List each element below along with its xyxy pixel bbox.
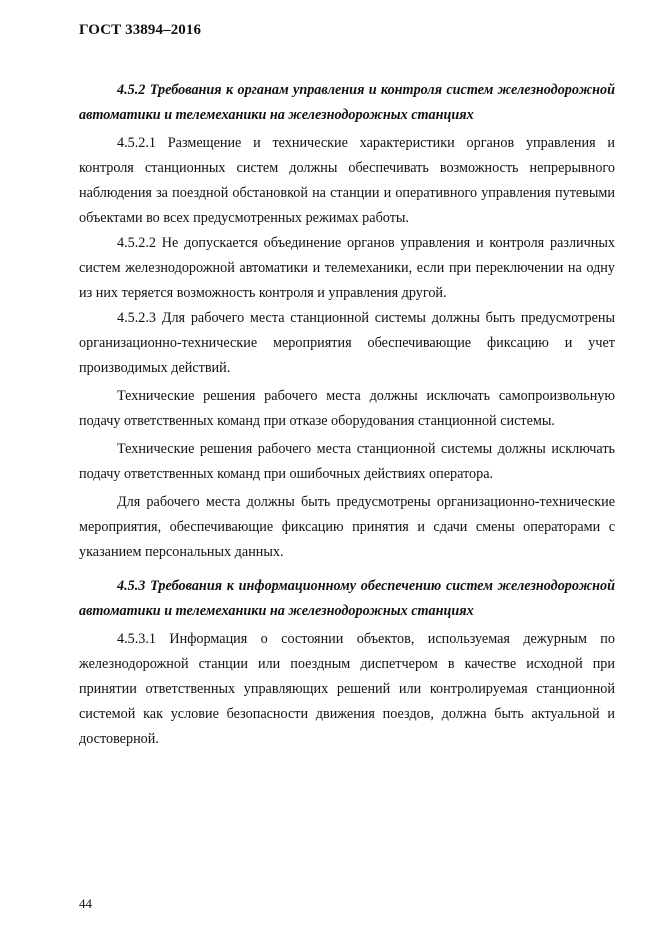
- document-body: [79, 78, 615, 752]
- paragraph-4-5-2-2: 4.5.2.2 Не допускается объединение органов управления и контроля различных систем железнодорожной автоматики и телемеханики, если при переключении на одну из них теряется возможность контроля и управления другой.: [79, 235, 615, 301]
- paragraph-workplace-errors: Технические решения рабочего места станционной системы должны исключать подачу ответственных команд при ошибочных действиях оператора.: [79, 441, 615, 482]
- paragraph-4-5-2-1: 4.5.2.1 Размещение и технические характеристики органов управления и контроля станционных систем должны обеспечивать возможность непрерывного наблюдения за поездной обстановкой на станции и оперативного управления путевыми объектами во всех предусмотренных режимах работы.: [79, 135, 615, 226]
- paragraph-workplace-failure: Технические решения рабочего места должны исключать самопроизвольную подачу ответственных команд при отказе оборудования станционной системы.: [79, 388, 615, 429]
- paragraph-shift-handover: Для рабочего места должны быть предусмотрены организационно-технические мероприятия, обеспечивающие фиксацию принятия и сдачи смены операторами с указанием персональных данных.: [79, 494, 615, 560]
- paragraph-4-5-2-3: 4.5.2.3 Для рабочего места станционной системы должны быть предусмотрены организационно-технические мероприятия обеспечивающие фиксацию и учет производимых действий.: [79, 310, 615, 376]
- page-number: 44: [79, 896, 92, 911]
- section-heading-4-5-3: 4.5.3 Требования к информационному обеспечению систем железнодорожной автоматики и телемеханики на железнодорожных станциях: [79, 578, 615, 619]
- section-heading-4-5-2: 4.5.2 Требования к органам управления и контроля систем железнодорожной автоматики и телемеханики на железнодорожных станциях: [79, 82, 615, 123]
- paragraph-4-5-3-1: 4.5.3.1 Информация о состоянии объектов, используемая дежурным по железнодорожной станции или поездным диспетчером в качестве исходной при принятии ответственных управляющих решений или контролируемая станционной системой как условие безопасности движения поездов, должна быть актуальной и достоверной.: [79, 631, 615, 747]
- document-code-header: ГОСТ 33894–2016: [79, 22, 202, 38]
